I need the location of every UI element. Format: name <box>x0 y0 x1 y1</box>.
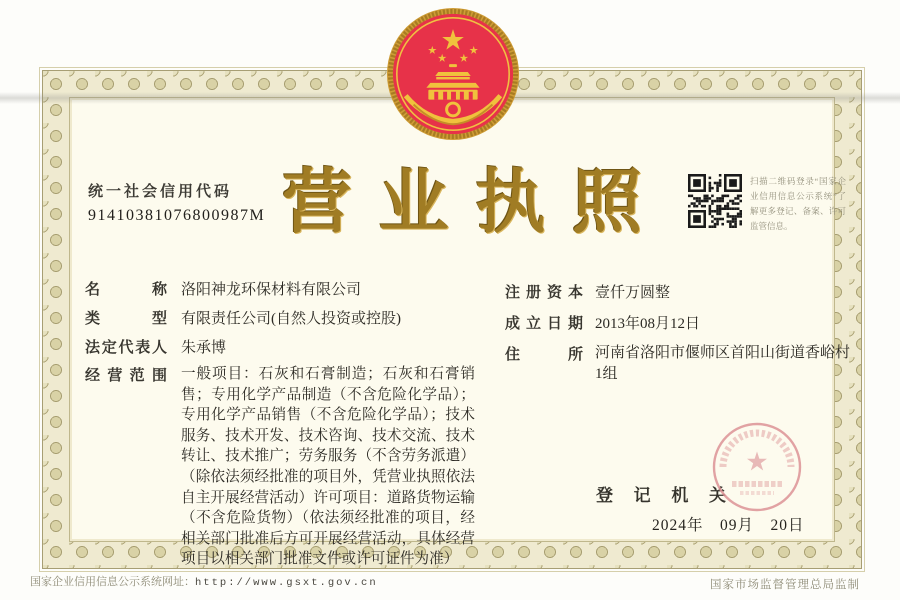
credit-code-block <box>88 180 265 225</box>
field-type-value: 有限责任公司(自然人投资或控股) <box>181 311 401 327</box>
national-emblem-icon <box>384 5 522 143</box>
field-est-date <box>505 312 700 333</box>
field-address-value: 河南省洛阳市偃师区首阳山街道香峪村1组 <box>595 345 851 382</box>
field-reg-capital <box>505 281 670 302</box>
public-system-url: http://www.gsxt.gov.cn <box>195 577 378 589</box>
field-legal-rep-label: 法 定 代 表 人 <box>85 339 167 356</box>
field-reg-capital-value: 壹仟万圆整 <box>595 285 671 301</box>
field-scope-label: 经 营 范 围 <box>85 367 167 384</box>
field-address <box>505 343 851 385</box>
qr-block <box>688 174 848 234</box>
field-legal-rep-value: 朱承博 <box>181 340 227 356</box>
issuing-body-caption: 国家市场监督管理总局监制 <box>710 579 860 591</box>
registration-authority-label: 登 记 机 关 <box>596 486 726 505</box>
field-est-date-value: 2013年08月12日 <box>595 316 701 332</box>
official-red-seal <box>710 420 804 514</box>
field-address-label: 住 所 <box>505 346 583 363</box>
qr-code-icon <box>688 174 742 228</box>
license-title: 营 业 执 照 <box>282 163 642 241</box>
field-type-label: 类 型 <box>85 310 167 327</box>
field-name-label: 名 称 <box>85 281 167 298</box>
field-scope <box>85 364 475 570</box>
field-type <box>85 307 481 328</box>
qr-caption: 扫描二维码登录“国家企业信用信息公示系统”了解更多登记、备案、许可监管信息。 <box>750 176 846 231</box>
credit-code-label: 统一社会信用代码 <box>88 183 233 200</box>
public-system-url-label: 国家企业信用信息公示系统网址： <box>30 576 195 588</box>
field-est-date-label: 成 立 日 期 <box>505 315 583 332</box>
field-name-value: 洛阳神龙环保材料有限公司 <box>181 282 362 298</box>
public-system-url-caption <box>30 573 378 589</box>
field-reg-capital-label: 注 册 资 本 <box>505 284 583 301</box>
field-legal-rep <box>85 336 481 357</box>
field-name <box>85 278 481 299</box>
credit-code-value: 91410381076800987M <box>88 207 266 224</box>
issue-date: 2024年 09月 20日 <box>652 517 805 534</box>
field-scope-value: 一般项目：石灰和石膏制造；石灰和石膏销售；专用化学产品制造（不含危险化学品）；专用化学产品销售（不含危险化学品）；技术服务、技术开发、技术咨询、技术交流、技术转让、技术推广；劳务服务（不含劳务派遣）（除依法须经批准的项目外，凭营业执照依法自主开展经营活动）许可项目：道路货物运输（不含危险货物）（依法须经批准的项目，经相关部门批准后方可开展经营活动，具体经营项目以相关部门批准文件或许可证件为准） <box>181 366 475 568</box>
